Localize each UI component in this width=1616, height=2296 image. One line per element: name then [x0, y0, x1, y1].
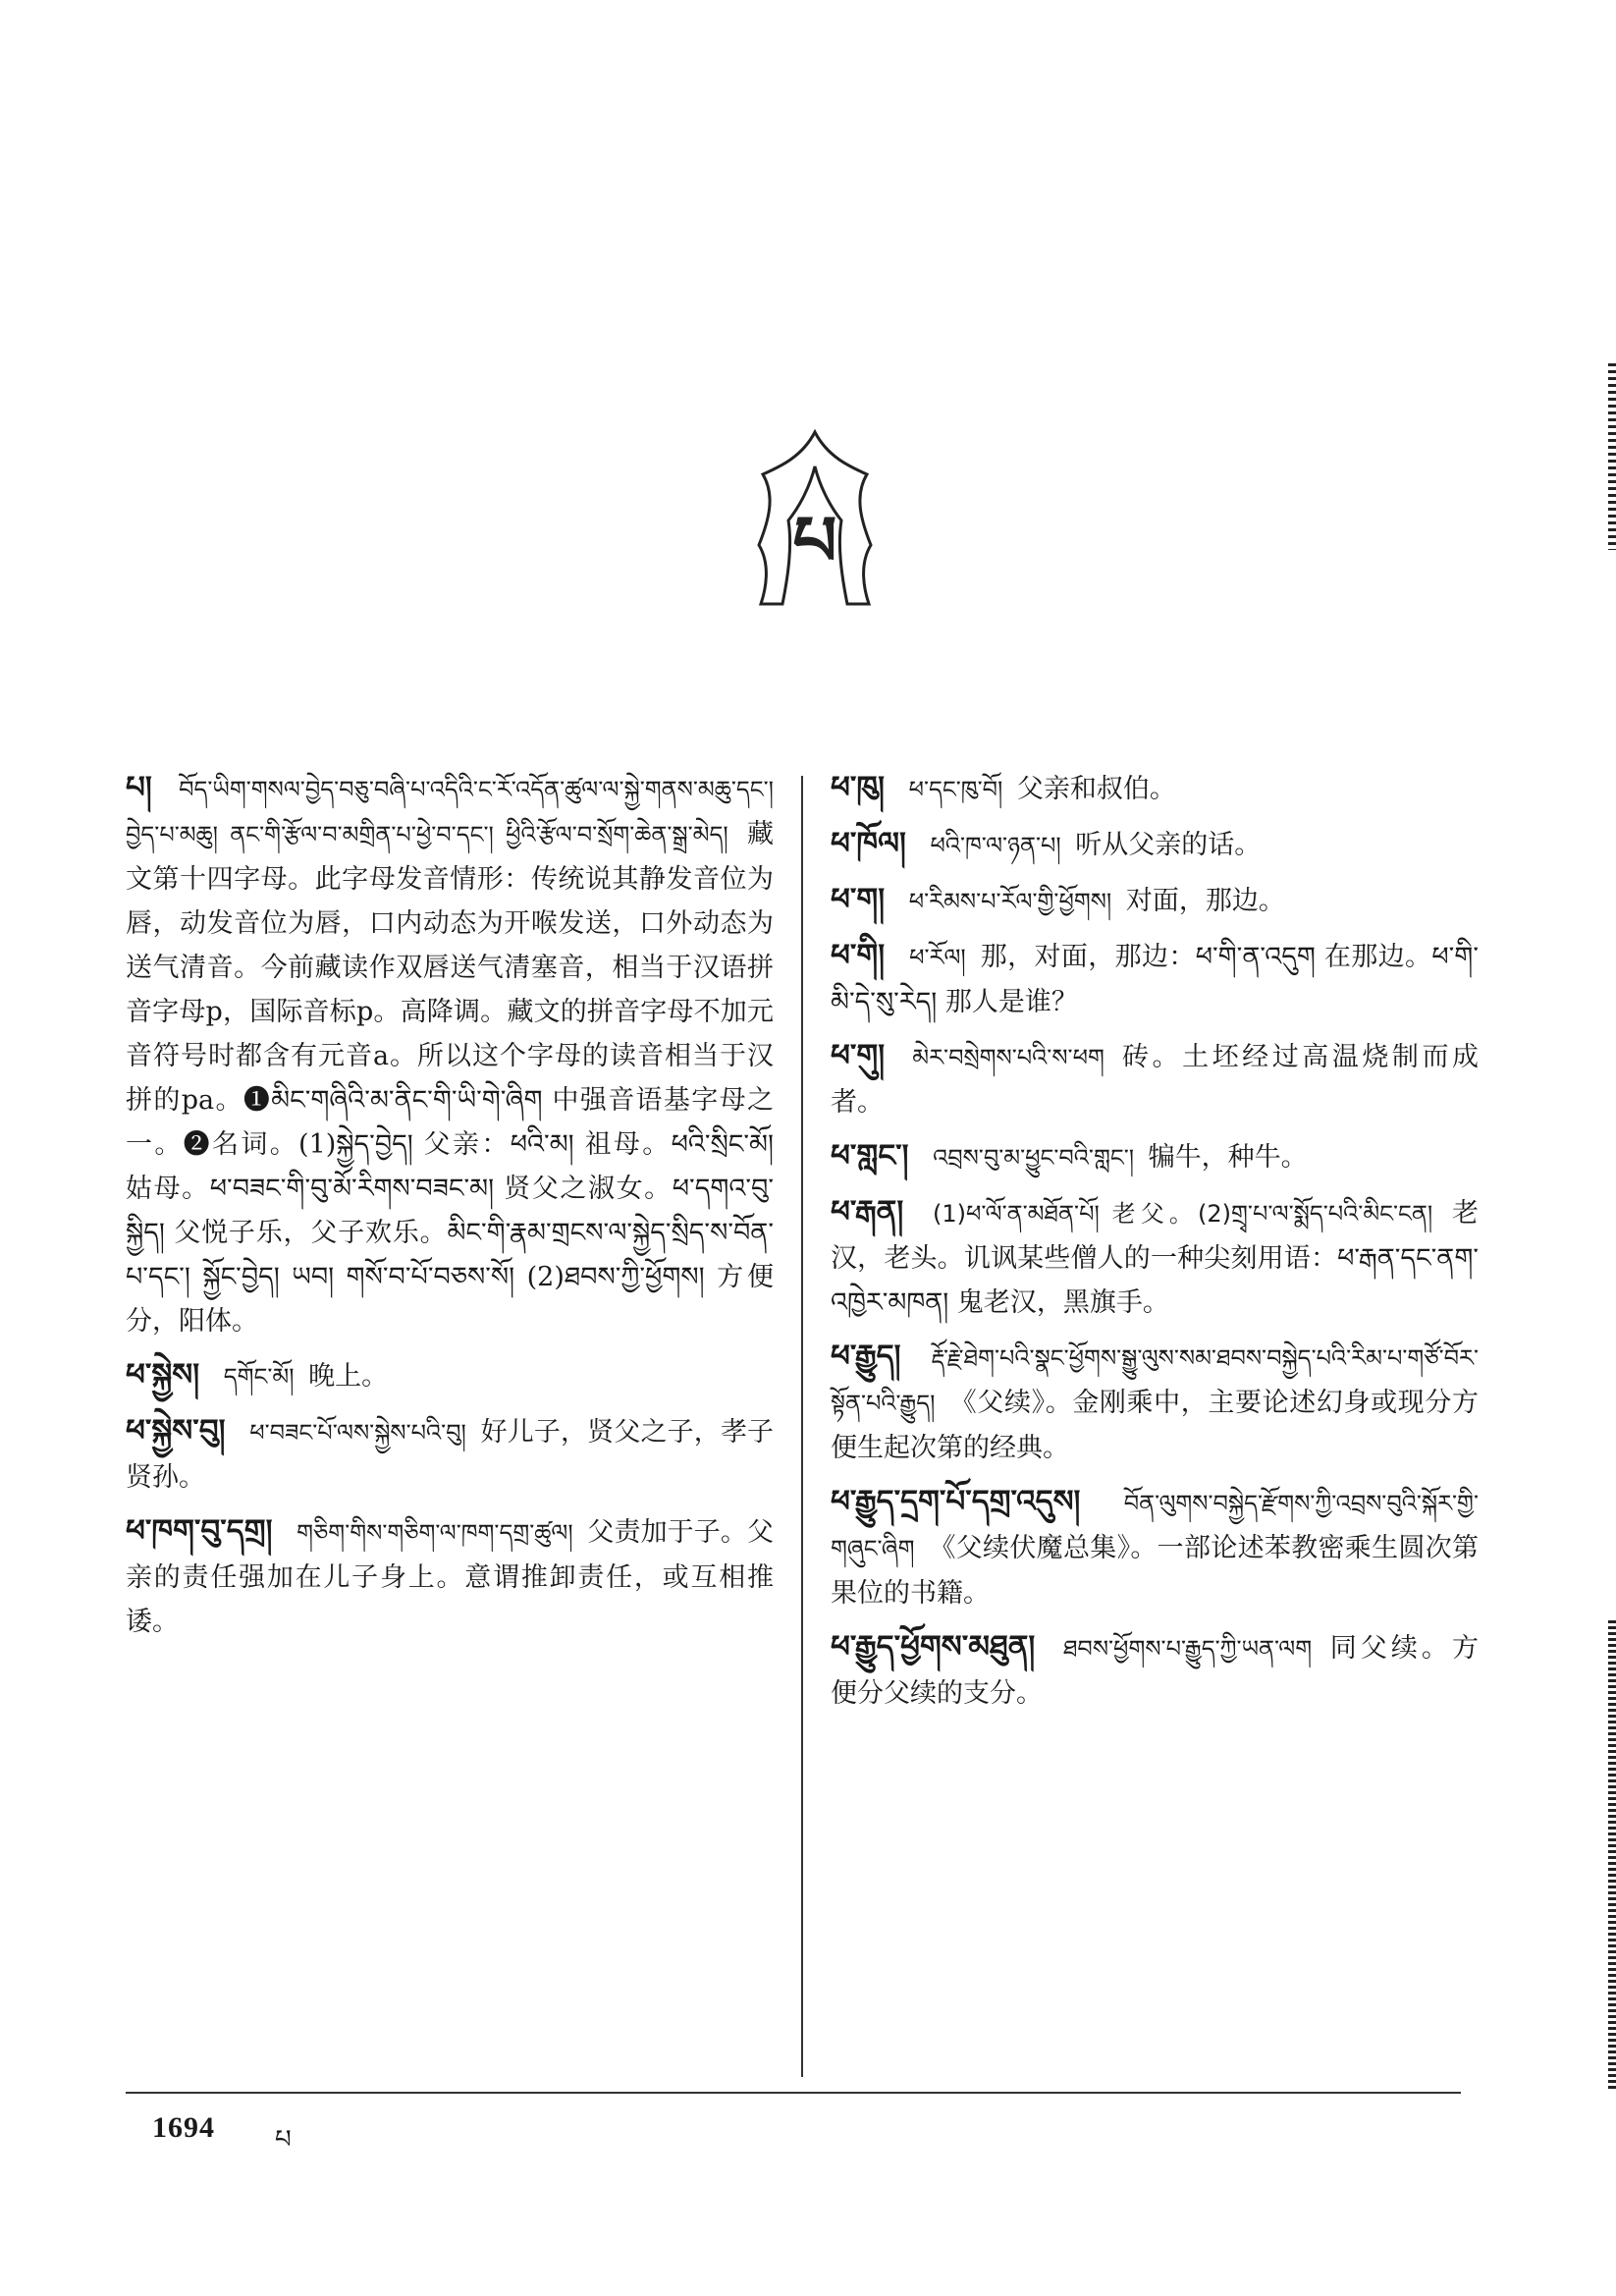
entry-headword: ཕ་སྐྱེས་བུ། — [126, 1413, 226, 1449]
entry-chinese-definition: 对面，那边。 — [1125, 886, 1285, 916]
entry-chinese-definition: 那，对面，那边：ཕ་གི་ན་འདུག 在那边。ཕ་གི་མི་དེ་སུ་རེད། 那人是谁？ — [831, 942, 1479, 1017]
entry-chinese-definition: 父亲和叔伯。 — [1016, 774, 1176, 804]
page-number: 1694 — [152, 2111, 215, 2144]
entry-tibetan-definition: ཕ་རིམས་པ་རོལ་གྱི་ཕྱོགས། — [908, 888, 1112, 915]
entry-tibetan-definition: ཕ་རོལ། — [909, 944, 966, 971]
entry-headword: པ། — [126, 770, 152, 805]
dictionary-entry — [831, 1480, 1479, 1615]
scan-edge-artifact — [1608, 363, 1616, 550]
column-divider — [801, 776, 803, 2077]
dictionary-entry — [831, 1190, 1479, 1325]
dictionary-entry — [126, 766, 774, 1343]
entry-chinese-definition: 听从父亲的话。 — [1075, 830, 1262, 860]
entry-chinese-definition: 《父续》。金刚乘中，主要论述幻身或现分方便生起次第的经典。 — [831, 1388, 1479, 1463]
dictionary-entry — [831, 1034, 1479, 1124]
entry-headword: ཕ་གུ། — [831, 1038, 886, 1073]
entry-chinese-definition: 砖。土坯经过高温烧制而成者。 — [831, 1042, 1480, 1118]
dictionary-entry — [126, 1353, 774, 1399]
dictionary-entry — [831, 822, 1479, 868]
dictionary-entry — [831, 878, 1479, 924]
dictionary-entry — [126, 1409, 774, 1500]
entry-headword: ཕ་ཁོལ། — [831, 826, 906, 861]
scan-edge-artifact — [1608, 1620, 1616, 2092]
footer-rule — [126, 2092, 1461, 2094]
entry-headword: ཕ་ཁག་བུ་དགྲ། — [126, 1513, 273, 1549]
entry-headword: ཕ་རྒྱུད། — [831, 1339, 901, 1374]
entry-headword: ཕ་རྒྱུད་དྲག་པོ་དགྲ་འདུས། — [831, 1484, 1081, 1519]
entry-headword: ཕ་ཁུ། — [831, 770, 885, 805]
dictionary-entry — [126, 1509, 774, 1644]
entry-chinese-definition: 犏牛，种牛。 — [1148, 1142, 1308, 1173]
entry-chinese-definition: 老汉，老头。讥讽某些僧人的一种尖刻用语：ཕ་རྒན་དང་ནག་འཁྱེར་མཁན། 鬼老汉，黑旗手。 — [831, 1198, 1479, 1318]
entry-tibetan-definition: ཕའི་ཁ་ལ་ཉན་པ། — [930, 832, 1061, 859]
entry-tibetan-definition: དགོང་མོ། — [223, 1363, 295, 1391]
entry-headword: ཕ་ག། — [831, 882, 886, 917]
entry-headword: ཕ་རྒན། — [831, 1194, 904, 1230]
footer-section-letter: པ — [275, 2125, 292, 2155]
entry-tibetan-definition: བོད་ཡིག་གསལ་བྱེད་བཅུ་བཞི་པ་འདིའི་ང་རོ་འདོན་ཚུལ་ལ་སྐྱེ་གནས་མཆུ་དང་། བྱེད་པ་མཆུ། ནང་གི་རྩོལ་བ་མགྲིན་པ་ཕྱེ་བ་དང་། ཕྱིའི་རྩོལ་བ་སྲོག་ཆེན་སྒྲ་མེད། — [126, 776, 774, 848]
entry-tibetan-definition: བོན་ལུགས་བསྐྱེད་རྫོགས་ཀྱི་འབྲས་བུའི་སྐོར་གྱི་གཞུང་ཞིག — [831, 1490, 1479, 1562]
entry-chinese-definition: 好儿子，贤父之子，孝子贤孙。 — [126, 1417, 775, 1493]
entry-tibetan-definition: འབྲས་བུ་མ་ཕྱུང་བའི་གླང་། — [933, 1144, 1135, 1172]
entry-headword: ཕ་རྒྱུད་ཕྱོགས་མཐུན། — [831, 1629, 1036, 1665]
entry-tibetan-definition: མེར་བསྲེགས་པའི་ས་ཕག — [912, 1044, 1104, 1071]
entry-chinese-definition: 藏文第十四字母。此字母发音情形：传统说其静发音位为唇，动发音位为唇，口内动态为开喉发送，口外动态为送气清音。今前藏读作双唇送气清塞音，相当于汉语拼音字母p，国际音标p。高降调。藏文的拼音字母不加元音符号时都含有元音a。所以这个字母的读音相当于汉拼的pa。❶མིང་གཞིའི་མ་ནིང་གི་ཡི་གེ་ཞིག 中强音语基字母之一。❷名词。(1)སྐྱེད་བྱེད། 父亲：ཕའི་མ། 祖母。ཕའི་སྲིང་མོ། 姑母。ཕ་བཟང་གི་བུ་མོ་རིགས་བཟང་མ། 贤父之淑女。ཕ་དགའ་བུ་སྐྱིད། 父悦子乐，父子欢乐。མིང་གི་རྣམ་གྲངས་ལ་སྐྱེད་སྲིད་ས་བོན་པ་དང་། སྐྱོང་བྱེད། ཡབ། གསོ་བ་པོ་བཅས་སོ། (2)ཐབས་ཀྱི་ཕྱོགས། 方便分，阳体。 — [126, 819, 774, 1337]
entry-headword: ཕ་གླང་། — [831, 1138, 909, 1174]
entry-tibetan-definition: ཕ་དང་ཁུ་བོ། — [908, 776, 1003, 803]
entry-headword: ཕ་གི། — [831, 938, 886, 973]
dictionary-entry — [831, 1335, 1479, 1470]
entry-chinese-definition: 同父续。方便分父续的支分。 — [831, 1633, 1479, 1709]
section-ornament-icon — [741, 427, 889, 609]
entry-tibetan-definition: (1)ཕ་ལོ་ན་མཐོན་པོ། 老父。(2)གྲྭ་པ་ལ་སྨོད་པའི་མིང་ངན། — [932, 1200, 1433, 1228]
entry-tibetan-definition: ཐབས་ཕྱོགས་པ་རྒྱུད་ཀྱི་ཡན་ལག — [1062, 1635, 1313, 1663]
left-column — [126, 766, 774, 1654]
entry-tibetan-definition: གཅིག་གིས་གཅིག་ལ་ཁག་དགྲ་ཚུལ། — [296, 1519, 573, 1547]
dictionary-entry — [831, 1625, 1479, 1716]
right-column — [831, 766, 1479, 1725]
entry-headword: ཕ་སྐྱེས། — [126, 1357, 200, 1393]
entry-chinese-definition: 父责加于子。父亲的责任强加在儿子身上。意谓推卸责任，或互相推诿。 — [126, 1517, 774, 1637]
section-letter: པ — [792, 501, 837, 581]
entry-chinese-definition: 晚上。 — [308, 1361, 389, 1392]
dictionary-entry — [831, 934, 1479, 1024]
entry-tibetan-definition: ཕ་བཟང་པོ་ལས་སྐྱེས་པའི་བུ། — [249, 1419, 466, 1447]
dictionary-entry — [831, 766, 1479, 812]
dictionary-entry — [831, 1134, 1479, 1180]
entry-tibetan-definition: རྡོ་རྗེ་ཐེག་པའི་སྣང་ཕྱོགས་སྒྱུ་ལུས་སམ་ཐབས་བསྐྱེད་པའི་རིམ་པ་གཙོ་བོར་སྟོན་པའི་རྒྱུད། — [831, 1344, 1479, 1417]
entry-chinese-definition: 《父续伏魔总集》。一部论述苯教密乘生圆次第果位的书籍。 — [831, 1533, 1479, 1609]
